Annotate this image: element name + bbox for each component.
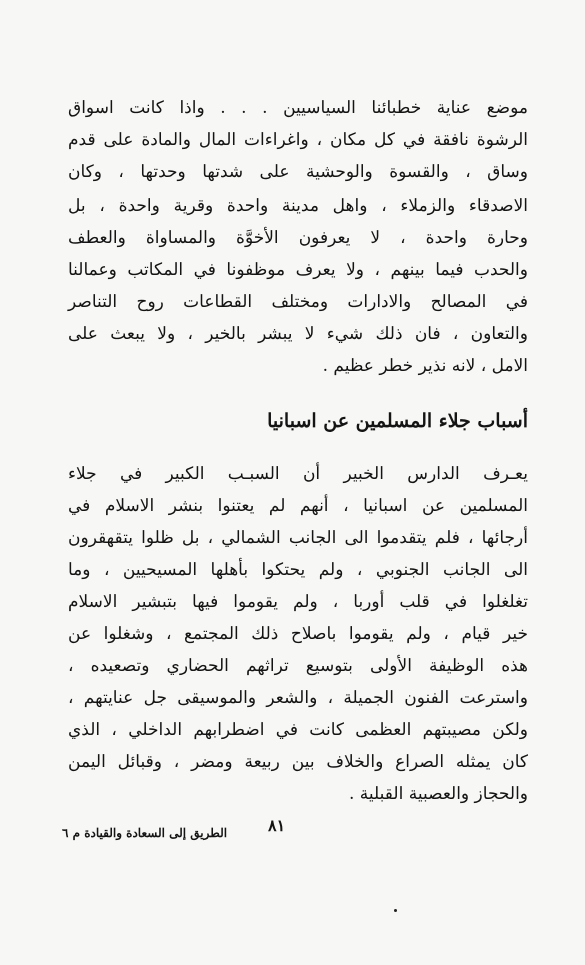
- section-heading: أسباب جلاء المسلمين عن اسبانيا: [267, 410, 528, 432]
- text-line: في المصالح والادارات ومختلف القطاعات روح التناصر: [68, 292, 528, 312]
- text-line: يعـرف الدارس الخبير أن السبـب الكبير في جلاء: [68, 464, 528, 484]
- page-number: ٨١: [268, 816, 286, 835]
- ink-dot: [394, 909, 397, 912]
- text-line: والحجاز والعصبية القبلية .: [349, 784, 528, 804]
- text-line: واسترعت الفنون الجميلة ، والشعر والموسيقى جل عنايتهم ،: [68, 688, 528, 708]
- text-line: موضع عناية خطبائنا السياسيين . . . واذا كانت اسواق: [68, 98, 528, 118]
- text-line: وحارة واحدة ، لا يعرفون الأخوَّة والمساواة والعطف: [68, 228, 528, 248]
- text-line: أرجائها ، فلم يتقدموا الى الجانب الشمالي ، بل ظلوا يتقهقرون: [68, 528, 528, 548]
- text-line: ولكن مصيبتهم العظمى كانت في اضطرابهم الداخلي ، الذي: [68, 720, 528, 740]
- text-line: المسلمين عن اسبانيا ، أنهم لم يعتنوا بنشر الاسلام في: [68, 496, 528, 516]
- book-title: الطريق إلى السعادة والقيادة م ٦: [62, 826, 228, 840]
- text-line: الرشوة نافقة في كل مكان ، واغراءات المال والمادة على قدم: [68, 130, 528, 150]
- text-line: خير قيام ، ولم يقوموا باصلاح ذلك المجتمع ، وشغلوا عن: [68, 624, 528, 644]
- text-line: الى الجانب الجنوبي ، ولم يحتكوا بأهلها المسيحيين ، وما: [68, 560, 528, 580]
- text-line: تغلغلوا في قلب أوربا ، ولم يقوموا فيها بتبشير الاسلام: [68, 592, 528, 612]
- text-line: كان يمثله الصراع والخلاف بين ربيعة ومضر ، وقبائل اليمن: [68, 752, 528, 772]
- text-line: وساق ، والقسوة والوحشية على شدتها وحدتها ، وكان: [68, 162, 528, 182]
- text-line: والحدب فيما بينهم ، ولا يعرف موظفونا في المكاتب وعمالنا: [68, 260, 528, 280]
- text-line: والتعاون ، فان ذلك شيء لا يبشر بالخير ، ولا يبعث على: [68, 324, 528, 344]
- text-line: هذه الوظيفة الأولى بتوسيع تراثهم الحضاري وتصعيده ،: [68, 656, 528, 676]
- text-line: الاصدقاء والزملاء ، واهل مدينة واحدة وقرية واحدة ، بل: [68, 196, 528, 216]
- text-line: الامل ، لانه نذير خطر عظيم .: [322, 356, 528, 376]
